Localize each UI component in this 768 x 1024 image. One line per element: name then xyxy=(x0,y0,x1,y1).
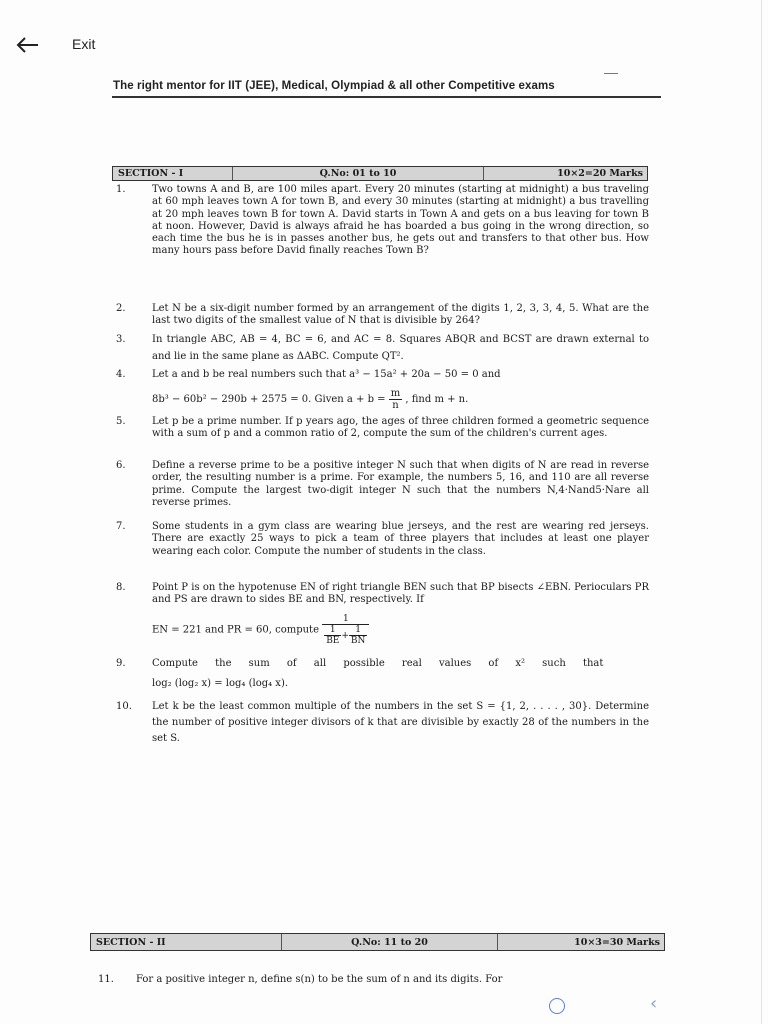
section-marks: 10×2=20 Marks xyxy=(557,168,643,179)
top-bar xyxy=(0,28,768,62)
question-number: 2. xyxy=(116,303,126,314)
question-6 xyxy=(116,460,649,509)
q4-formula-tail: , find m + n. xyxy=(405,394,469,405)
q8-fraction xyxy=(322,614,369,646)
q8-formula xyxy=(152,614,369,646)
question-text: Two towns A and B, are 100 miles apart. Every 20 minutes (starting at midnight) a bus traveling at 60 mph leaves town A for town B, and every 30 minutes (starting at midnight) a bus travelling at 20 mph leaves town B for town A. David starts in Town A and gets on a bus leaving for town B at noon. However, David is always afraid he has boarded a bus going in the wrong direction, so each time the bus he is in passes another bus, he gets out and transfers to that other bus. How many hours pass before David finally reaches Town B? xyxy=(152,184,649,257)
q4-formula xyxy=(152,388,468,411)
nav-back-chevron-icon[interactable]: ‹ xyxy=(650,993,658,1014)
q8-inner-a-num: 1 xyxy=(324,625,341,636)
question-number: 9. xyxy=(116,658,126,669)
tagline-mark xyxy=(604,73,618,74)
q4-fraction-num: m xyxy=(390,388,401,399)
q8-inner-a-den: BE xyxy=(326,636,340,646)
question-4 xyxy=(116,369,649,381)
q8-inner-b-num: 1 xyxy=(349,625,368,636)
question-5 xyxy=(116,416,649,441)
exit-button[interactable]: Exit xyxy=(72,36,96,52)
question-number: 7. xyxy=(116,521,126,532)
q8-inner-b-den: BN xyxy=(350,636,366,646)
question-text: In triangle ABC, AB = 4, BC = 6, and AC = 8. Squares ABQR and BCST are drawn external to and lie in the same plane as ΔABC. Compute QT². xyxy=(152,334,649,362)
q8-inner-frac-b xyxy=(349,625,368,646)
question-1 xyxy=(116,184,649,258)
question-text: For a positive integer n, define s(n) to be the sum of n and its digits. For xyxy=(136,974,503,985)
question-text: Some students in a gym class are wearing blue jerseys, and the rest are wearing red jerseys. There are exactly 25 ways to pick a team of three players that includes at least one player wearing each color. Compute the number of students in the class. xyxy=(152,521,649,557)
section-marks: 10×3=30 Marks xyxy=(574,936,660,948)
section-name: SECTION - I xyxy=(113,167,233,180)
question-number: 4. xyxy=(116,369,126,380)
question-number: 10. xyxy=(116,701,132,712)
section-2-header xyxy=(90,933,665,951)
q4-formula-left: 8b³ − 60b² − 290b + 2575 = 0. Given a + b = xyxy=(152,394,386,405)
question-text: Let N be a six-digit number formed by an arrangement of the digits 1, 2, 3, 3, 4, 5. What are the last two digits of the smallest value of N that is divisible by 264? xyxy=(152,303,649,327)
section-qno: Q.No: 01 to 10 xyxy=(233,167,484,180)
section-qno: Q.No: 11 to 20 xyxy=(282,934,498,950)
tagline: The right mentor for IIT (JEE), Medical, Olympiad & all other Competitive exams xyxy=(113,80,555,92)
question-7 xyxy=(116,521,649,558)
question-3 xyxy=(116,331,649,365)
question-text: Point P is on the hypotenuse EN of right triangle BEN such that BP bisects ∠EBN. Perioculars PR and PS are drawn to sides BE and BN, respectively. If xyxy=(152,582,649,606)
question-10 xyxy=(116,699,649,747)
question-9 xyxy=(116,658,649,670)
question-2 xyxy=(116,303,649,328)
page-edge xyxy=(761,0,762,1024)
question-8 xyxy=(116,582,649,607)
home-circle-icon[interactable] xyxy=(549,998,565,1014)
question-number: 1. xyxy=(116,184,126,195)
question-text: Compute the sum of all possible real values of x² such that xyxy=(152,658,604,669)
question-number: 8. xyxy=(116,582,126,593)
q8-formula-left: EN = 221 and PR = 60, compute xyxy=(152,624,319,636)
back-arrow-icon[interactable] xyxy=(14,32,42,58)
section-name: SECTION - II xyxy=(91,934,282,950)
question-text: Let p be a prime number. If p years ago, the ages of three children formed a geometric sequence with a sum of p and a common ratio of 2, compute the sum of the children's current ages. xyxy=(152,416,649,440)
question-number: 3. xyxy=(116,334,126,345)
q4-fraction xyxy=(389,388,402,411)
tagline-underline xyxy=(112,96,661,98)
question-number: 6. xyxy=(116,460,126,471)
question-text: Define a reverse prime to be a positive integer N such that when digits of N are read in reverse order, the resulting number is a prime. For example, the numbers 5, 16, and 110 are all reverse prime. Compute the largest two-digit integer N such that the numbers N,4·Nand5·Nare all reverse primes. xyxy=(152,460,649,508)
q8-inner-frac-a xyxy=(324,625,341,646)
q9-formula: log₂ (log₂ x) = log₄ (log₄ x). xyxy=(152,678,289,689)
section-1-header xyxy=(112,166,648,181)
question-11 xyxy=(98,974,664,985)
q8-fraction-num: 1 xyxy=(322,614,369,625)
q4-fraction-den: n xyxy=(392,400,399,411)
question-text: Let a and b be real numbers such that a³ − 15a² + 20a − 50 = 0 and xyxy=(152,369,501,380)
question-number: 5. xyxy=(116,416,126,427)
q8-fraction-den: $\frac{1}{BE}$ + $\frac{1}{BN}$ xyxy=(326,625,366,646)
question-text: Let k be the least common multiple of the numbers in the set S = {1, 2, . . . . , 30}. Determine the number of positive integer divisors of k that are divisible by exactly 28 of the numbers in the set S. xyxy=(152,701,649,744)
question-number: 11. xyxy=(98,974,114,985)
